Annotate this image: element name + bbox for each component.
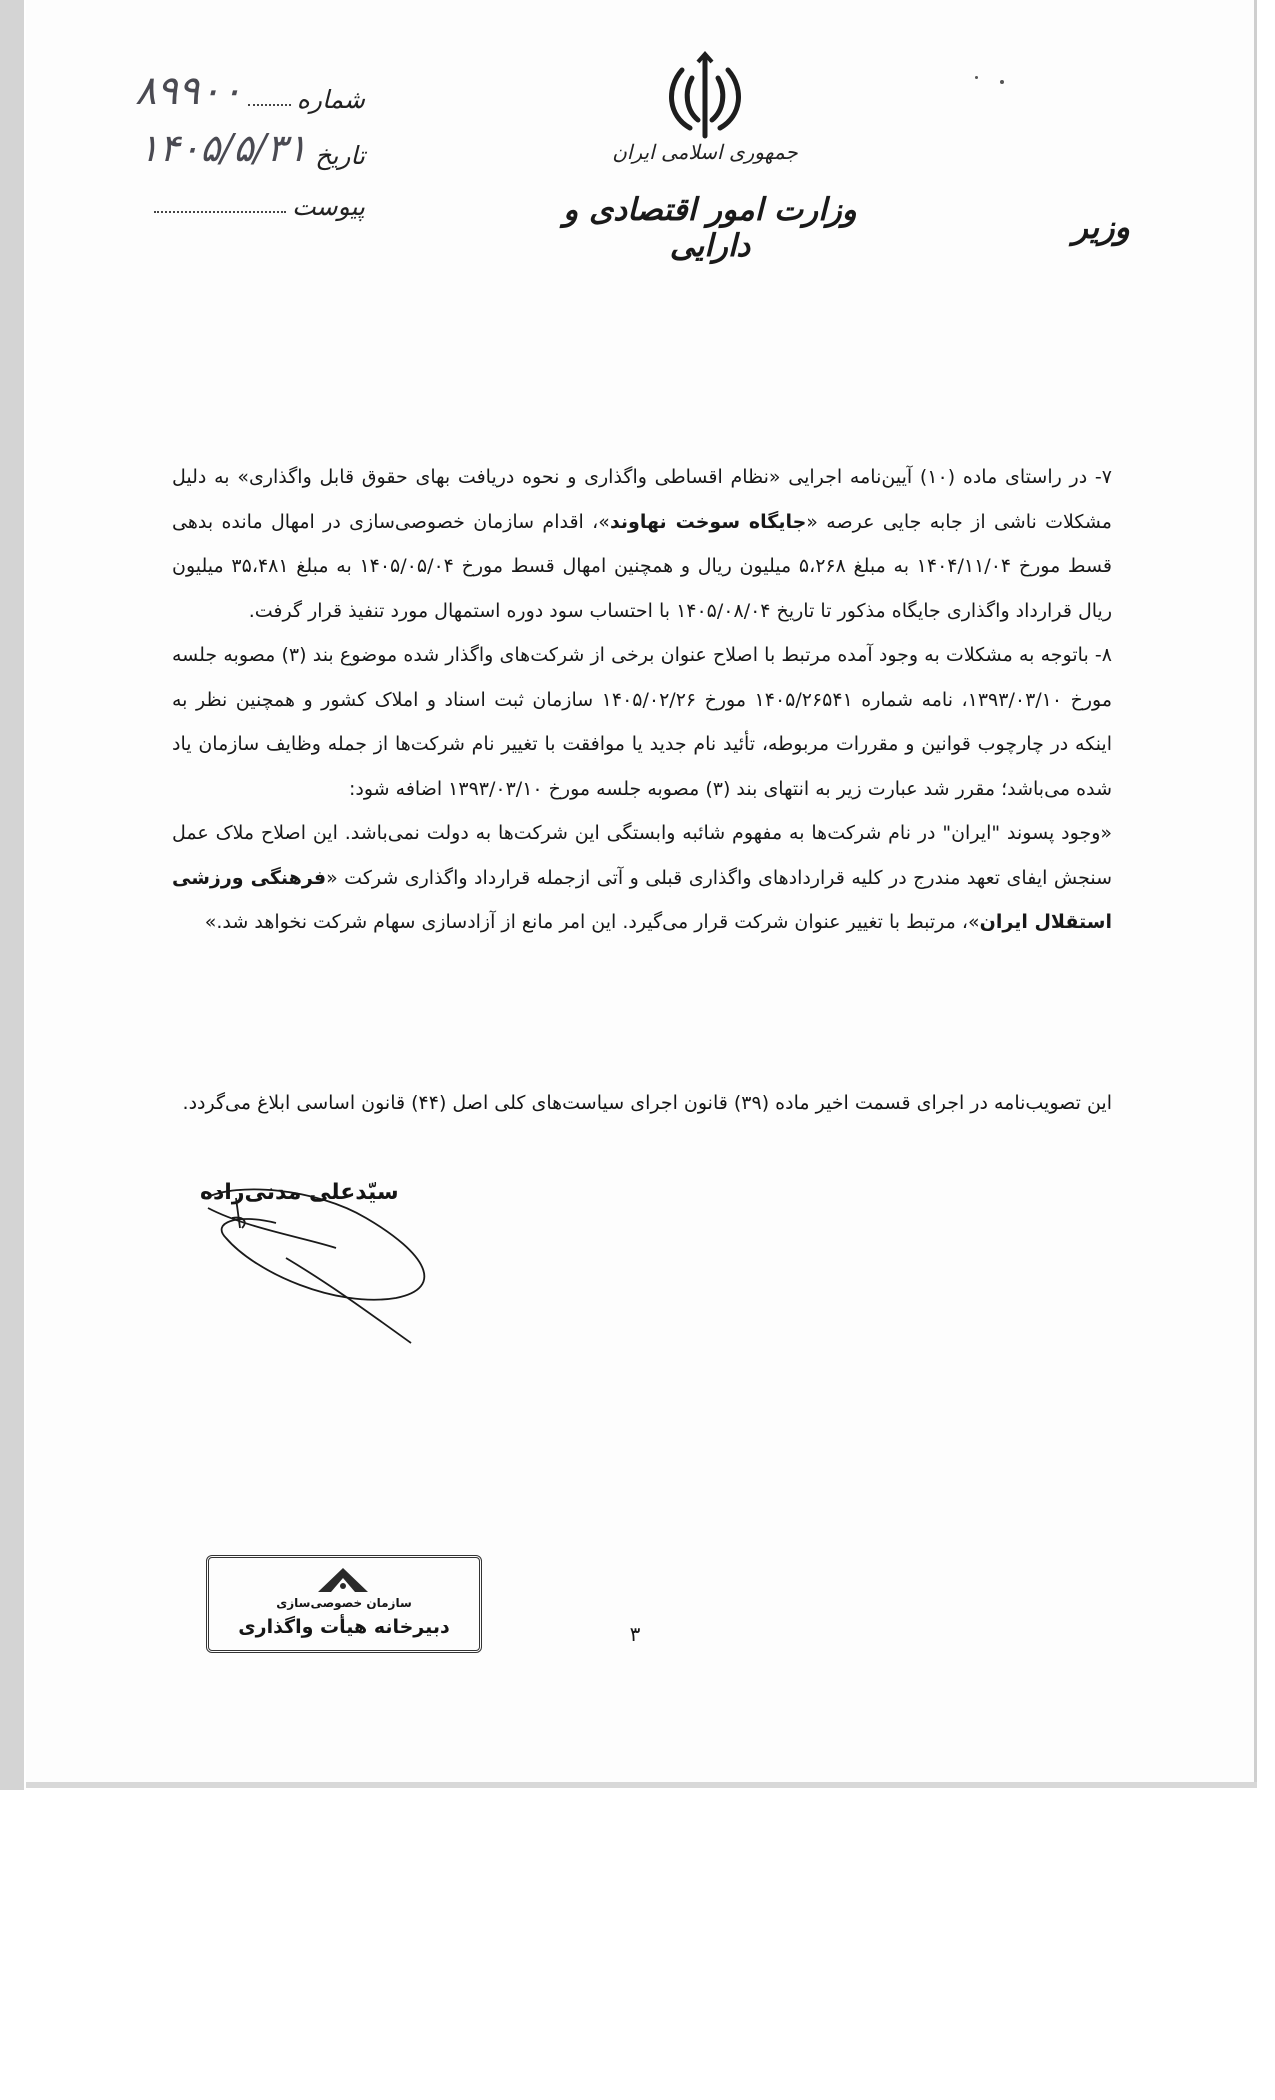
- date-value: ۱۴۰۵/۵/۳۱: [138, 126, 308, 170]
- date-label: تاریخ: [315, 141, 365, 170]
- stamp-org-name: سازمان خصوصی‌سازی: [276, 1596, 412, 1610]
- scan-left-border: [0, 0, 24, 1790]
- letter-date-row: [120, 126, 365, 170]
- iran-emblem-icon: [660, 50, 750, 150]
- handwritten-signature: [196, 1178, 466, 1348]
- closing-paragraph: این تصویب‌نامه در اجرای قسمت اخیر ماده (۳۹) قانون اجرای سیاست‌های کلی اصل (۴۴) قانون اساسی ابلاغ می‌گردد.: [182, 1092, 1112, 1114]
- page-number: ۳: [629, 1622, 641, 1646]
- privatization-org-logo-icon: [313, 1564, 373, 1594]
- office-title: وزیر: [1072, 208, 1130, 246]
- attachment-dots: [154, 205, 286, 213]
- republic-label: جمهوری اسلامی ایران: [612, 140, 798, 164]
- fuel-station-name: جایگاه سوخت نهاوند: [609, 510, 807, 533]
- number-dots: [248, 98, 290, 106]
- letter-number-row: [135, 68, 365, 114]
- clause-7: ۷- در راستای ماده (۱۰) آیین‌نامه اجرایی «نظام اقساطی واگذاری و نحوه دریافت بهای حقوق قابل واگذاری» به دلیل مشکلات ناشی از جابه جایی عرصه «جایگاه سوخت نهاوند»، اقدام سازمان خصوصی‌سازی در امهال مانده بدهی قسط مورخ ۱۴۰۴/۱۱/۰۴ به مبلغ ۵،۲۶۸ میلیون ریال و همچنین امهال قسط مورخ ۱۴۰۵/۰۵/۰۴ به مبلغ ۳۵،۴۸۱ میلیون ریال قرارداد واگذاری جایگاه مذکور تا تاریخ ۱۴۰۵/۰۸/۰۴ با احتساب سود دوره استمهال مورد تنفیذ قرار گرفت.: [172, 466, 1113, 622]
- attachment-row: [148, 192, 365, 221]
- signer-name: سیّدعلی مدنی‌زاده: [200, 1180, 399, 1205]
- number-label: شماره: [296, 85, 365, 114]
- clause-8-quote: «وجود پسوند "ایران" در نام شرکت‌ها به مفهوم شائبه وابستگی این شرکت‌ها به دولت نمی‌باشد. این اصلاح ملاک عمل سنجش ایفای تعهد مندرج در کلیه قراردادهای واگذاری قبلی و آتی ازجمله قرارداد واگذاری شرکت «فرهنگی ورزشی استقلال ایران»، مرتبط با تغییر عنوان شرکت قرار می‌گیرد. این امر مانع از آزادسازی سهام شرکت نخواهد شد.»: [172, 822, 1112, 933]
- stamp-title: دبیرخانه هیأت واگذاری: [238, 1616, 450, 1638]
- scan-speck: [1000, 80, 1004, 84]
- company-name: فرهنگی ورزشی استقلال ایران: [172, 866, 1112, 933]
- attachment-label: پیوست: [292, 192, 365, 221]
- clause-8: ۸- باتوجه به مشکلات به وجود آمده مرتبط با اصلاح عنوان برخی از شرکت‌های واگذار شده موضوع بند (۳) مصوبه جلسه مورخ ۱۳۹۳/۰۳/۱۰، نامه شماره ۱۴۰۵/۲۶۵۴۱ مورخ ۱۴۰۵/۰۲/۲۶ سازمان ثبت اسناد و املاک کشور و همچنین نظر به اینکه در چارچوب قوانین و مقررات مربوطه، تأئید نام جدید یا موافقت با تغییر نام شرکت‌ها از جمله وظایف سازمان یاد شده می‌باشد؛ مقرر شد عبارت زیر به انتهای بند (۳) مصوبه جلسه مورخ ۱۳۹۳/۰۳/۱۰ اضافه شود:: [172, 644, 1113, 800]
- number-value: ۸۹۹۰۰: [135, 68, 243, 114]
- scan-right-border: [1257, 0, 1275, 1790]
- ministry-name: وزارت امور اقتصادی و دارایی: [563, 192, 857, 264]
- scan-speck: [975, 76, 978, 79]
- secretariat-stamp: [206, 1555, 482, 1653]
- resolution-body: [172, 455, 1112, 945]
